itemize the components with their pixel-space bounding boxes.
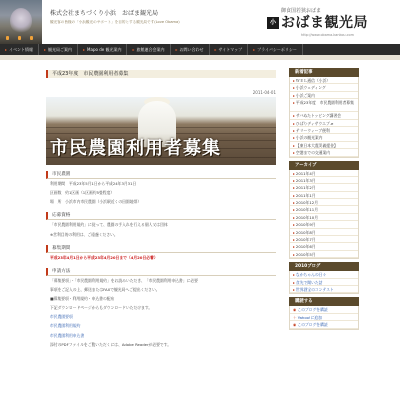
archive-item-label: 2010年6月 [295, 244, 316, 250]
bullet-icon: ▸ [293, 251, 295, 257]
archive-list [289, 170, 359, 260]
logo-url: http://www.obama-kankou.com [301, 33, 354, 37]
news-item-label: 小浜ご案内 [295, 92, 315, 98]
news-list [289, 77, 359, 158]
apply-text-2: 事項をご記入の上、郵送またはFAXで観光局へご提出ください。 [50, 286, 160, 292]
archive-item-label: 2011年1月 [295, 192, 316, 198]
farm-plots: 区画数 約1区画（1区画約5畳程度） [50, 190, 115, 196]
bullet-icon: ▸ [293, 135, 295, 141]
apply-text-4: 下記ダウンロードページからもダウンロードいただけます。 [50, 305, 153, 311]
bullet-icon: ▸ [293, 99, 295, 105]
archive-item[interactable] [290, 236, 358, 243]
eligibility-note: ※営利目的の利用は、ご遠慮ください。 [50, 231, 118, 237]
bullet-icon: ▸ [293, 185, 295, 191]
section-heading-apply: 申請方法 [46, 268, 276, 276]
archive-item-label: 2010年12月 [295, 200, 318, 206]
section-heading-period: 募集期間 [46, 245, 276, 253]
hero-title: 市民農園利用者募集 [50, 137, 221, 159]
logo-subtitle: 御食国若狭おばま [281, 8, 322, 14]
archive-item[interactable] [290, 251, 358, 258]
news-item-label: テリーウィーブ便利 [295, 127, 330, 133]
site-name[interactable]: 株式会社まちづくり小浜 おばま観光局 [50, 10, 158, 17]
eligibility-text: 「市民農園利用規約」に従って、農園の手入れを行える個人又は団体 [50, 222, 168, 228]
apply-text-1: 「募集要項」・「市民農園利用規約」をお読みいただき、「市民農園利用申込書」に必要 [50, 277, 198, 283]
blog-link-label: 世界酒宝のコンテスト [295, 286, 334, 292]
arrow-icon: ▸ [44, 47, 47, 52]
arrow-icon: ▸ [253, 47, 256, 52]
news-item[interactable] [290, 112, 358, 119]
archive-item[interactable] [290, 184, 358, 191]
sidebar-heading-news: 新着記事 [289, 68, 359, 77]
news-item[interactable] [290, 99, 358, 112]
nav-label: Mapo de 観光案内 [87, 47, 122, 52]
subscribe-link-label: このブログを購読 [297, 322, 328, 328]
bullet-icon: ▸ [293, 192, 295, 198]
subscribe-link[interactable] [290, 321, 358, 328]
news-item[interactable] [290, 127, 358, 134]
nav-label: お問い合わせ [179, 47, 204, 52]
download-form-link[interactable]: 市民農園利用申込書 [50, 332, 85, 338]
news-item-label: ＷＥＬ通信（小浜） [295, 78, 331, 83]
archive-item-label: 2011年4月 [295, 170, 316, 176]
section-heading-eligibility: 応募資格 [46, 212, 276, 220]
blog-link[interactable] [290, 271, 358, 278]
page-title: 平成23年度 市民農園利用者募集 [46, 70, 276, 78]
nav-item-privacy[interactable] [248, 44, 303, 55]
site-logo[interactable] [267, 8, 400, 44]
news-item-label: 平成23年度 市民農園利用者募集 [295, 99, 354, 105]
rss-icon: ◉ [293, 322, 297, 328]
news-item-label: 小浜ウェディング [295, 85, 326, 91]
bullet-icon: ▸ [293, 92, 295, 98]
news-item[interactable] [290, 134, 358, 141]
sidebar-heading-archive: アーカイブ [289, 161, 359, 170]
bullet-icon: ▸ [293, 113, 295, 119]
global-nav [0, 44, 400, 55]
archive-item-label: 2010年8月 [295, 229, 316, 235]
download-guideline-link[interactable]: 市民農園要項 [50, 314, 73, 320]
news-item[interactable] [290, 84, 358, 91]
bullet-icon: ▸ [293, 229, 295, 235]
subscribe-link[interactable] [290, 314, 358, 321]
arrow-icon: ▸ [83, 47, 86, 52]
archive-item[interactable] [290, 229, 358, 236]
archive-item-label: 2010年10月 [295, 214, 318, 220]
bullet-icon: ▸ [293, 170, 295, 176]
archive-item[interactable] [290, 199, 358, 206]
archive-item[interactable] [290, 243, 358, 250]
arrow-icon: ▸ [5, 47, 8, 52]
bullet-icon: ▸ [293, 78, 295, 83]
nav-label: 旅館連合会案内 [136, 47, 165, 52]
archive-item-label: 2010年9月 [295, 222, 316, 228]
news-item[interactable] [290, 149, 358, 156]
nav-label: 観光局ご案内 [48, 47, 73, 52]
sidebar [289, 68, 359, 400]
farm-location: 場 所 小浜市内市民農園（小浜駅近くの田園地帯） [50, 199, 142, 205]
bullet-icon: ▸ [293, 85, 295, 91]
blog-link[interactable] [290, 286, 358, 293]
site-tagline: 観光客の皆様の「小浜観光のサポート」を目的とする観光局です(Love Obama) [50, 20, 180, 24]
lantern-light [6, 36, 9, 40]
subscribe-list [289, 306, 359, 329]
plus-icon: ＋ [293, 314, 297, 320]
archive-item-label: 2011年3月 [295, 177, 316, 183]
archive-item-label: 2011年2月 [295, 185, 316, 191]
bullet-icon: ▸ [293, 142, 295, 148]
bullet-icon: ▸ [293, 200, 295, 206]
arrow-icon: ▸ [175, 47, 178, 52]
nav-label: イベント情報 [9, 47, 34, 52]
archive-item[interactable] [290, 177, 358, 184]
sidebar-heading-blogs: 2010ブログ [289, 262, 359, 271]
bullet-icon: ▸ [293, 127, 295, 133]
archive-item[interactable] [290, 206, 358, 213]
news-item-label: サバぬたトッピング講習会 [295, 113, 342, 119]
subscribe-link[interactable] [290, 306, 358, 313]
nav-label: プライバシーポリシー [257, 47, 297, 52]
blog-links-list [289, 271, 359, 294]
recruit-period: 平成23年4月1日から平成23年4月20日まで（4月20日必着） [50, 254, 158, 260]
bullet-icon: ▸ [293, 120, 295, 126]
news-item[interactable] [290, 77, 358, 84]
nav-item-about[interactable] [39, 44, 78, 55]
nav-item-sitemap[interactable] [210, 44, 249, 55]
bullet-icon: ▸ [293, 237, 295, 243]
archive-item[interactable] [290, 170, 358, 177]
hero-image [46, 97, 276, 165]
section-heading-farm: 市民農園 [46, 171, 276, 179]
arrow-icon: ▸ [132, 47, 135, 52]
news-item[interactable] [290, 142, 358, 149]
bullet-icon: ▸ [293, 150, 295, 156]
bullet-icon: ▸ [293, 244, 295, 250]
site-header [0, 0, 400, 44]
news-item-label: ひばりディサウエブ.e [295, 120, 334, 126]
main-content [46, 70, 276, 400]
apply-text-3: ■募集要項・利用規約・申込書の配布 [50, 296, 115, 301]
nav-item-inns[interactable] [127, 44, 170, 55]
bullet-icon: ▸ [293, 279, 295, 285]
news-item-label: 【東日本大震災義援金】 [295, 142, 338, 148]
news-item[interactable] [290, 92, 358, 99]
archive-item[interactable] [290, 192, 358, 199]
rss-icon: ◉ [293, 307, 297, 313]
blog-link-label: 食先で聞いた話 [295, 279, 323, 285]
pdf-note: 添付のPDFファイルをご覧いただくには、Adobe Readerが必要です。 [50, 341, 171, 347]
nav-item-events[interactable] [0, 44, 39, 55]
archive-item-label: 2010年5月 [295, 251, 316, 257]
subscribe-link-label: Yahoo!に追加 [297, 314, 322, 320]
nav-label: サイトマップ [218, 47, 243, 52]
lantern-light [18, 36, 21, 40]
archive-item[interactable] [290, 214, 358, 221]
bullet-icon: ▸ [293, 286, 295, 292]
farm-period: 利用期間 平成23年5月1日から平成24年3月31日 [50, 181, 137, 186]
post-date: 2011-04-01 [252, 90, 276, 95]
nav-item-contact[interactable] [171, 44, 210, 55]
logo-title: おばま観光局 [281, 15, 368, 31]
header-divider [0, 55, 400, 60]
lantern-light [30, 36, 33, 40]
subscribe-link-label: このブログを購読 [297, 307, 328, 313]
sidebar-heading-subscribe: 購読する [289, 297, 359, 306]
header-photo [0, 0, 42, 44]
bullet-icon: ▸ [293, 207, 295, 213]
download-rules-link[interactable]: 市民農園利用規約 [50, 323, 81, 329]
bullet-icon: ▸ [293, 272, 295, 278]
bullet-icon: ▸ [293, 214, 295, 220]
archive-item-label: 2010年7月 [295, 237, 316, 243]
bullet-icon: ▸ [293, 222, 295, 228]
archive-item[interactable] [290, 221, 358, 228]
cherry-tree-image [10, 8, 32, 34]
arrow-icon: ▸ [214, 47, 217, 52]
archive-item-label: 2010年11月 [295, 207, 318, 213]
news-item-label: 小浜の観光案内 [295, 135, 323, 141]
blog-link[interactable] [290, 279, 358, 286]
news-item-label: 空港までの交通案内 [295, 150, 331, 156]
blog-link-label: なかちゃんの日々 [295, 272, 327, 278]
bullet-icon: ▸ [293, 177, 295, 183]
logo-mark-icon: 小 [267, 17, 279, 29]
nav-item-map[interactable] [78, 44, 127, 55]
news-item[interactable] [290, 120, 358, 127]
